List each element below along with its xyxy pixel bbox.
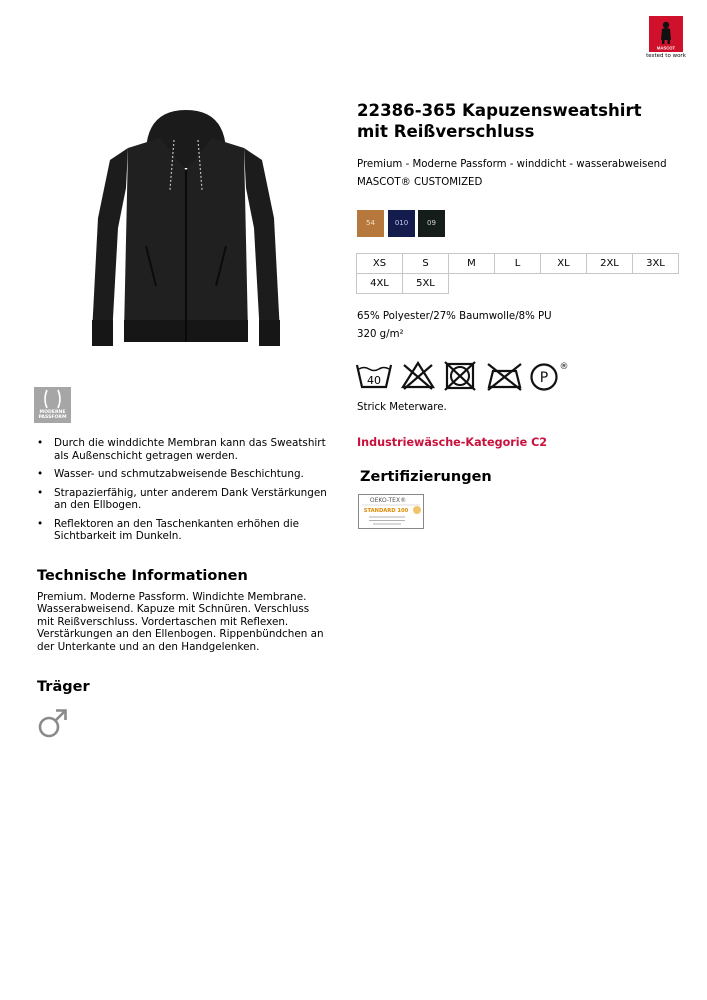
fit-badge-text [34,410,71,420]
wash-temp: 40 [367,374,381,387]
size-option[interactable]: 4XL [357,274,403,294]
size-option[interactable]: XL [541,254,587,274]
size-option[interactable]: 2XL [587,254,633,274]
feature-item: • Reflektoren an den Taschenkanten erhöhen die Sichtbarkeit im Dunkeln. [36,518,328,543]
size-option[interactable]: M [449,254,495,274]
fit-badge-line-1: MODERNE [39,409,66,415]
color-swatch-54[interactable]: 54 [357,210,384,237]
fit-badge-line-2: PASSFORM [38,414,67,420]
product-image [88,108,284,364]
fit-silhouette-icon [34,387,71,409]
male-symbol-icon [37,707,69,743]
svg-text:MASCOT: MASCOT [656,45,676,51]
color-swatch-09[interactable]: 09 [418,210,445,237]
modern-fit-badge [34,387,71,423]
product-title: 22386-365 Kapuzensweatshirt mit Reißverschluss [357,101,642,141]
oeko-tex-badge [358,494,424,529]
oeko-tex-standard: STANDARD 100 [363,508,409,514]
size-empty-cell [587,274,633,294]
brand-line: MASCOT® CUSTOMIZED [357,177,483,188]
size-empty-cell [495,274,541,294]
no-tumble-dry-icon [445,362,475,390]
size-empty-cell [541,274,587,294]
size-option[interactable]: 5XL [403,274,449,294]
technical-text: Premium. Moderne Passform. Windichte Membrane. Wasserabweisend. Kapuze mit Schnüren. Verschluss mit Reißverschluss. Vordertaschen mit Reflexen. Verstärkungen an den Ellenbogen. Rippenbündchen an der Unterkante und an den Handgelenken. [37,591,324,653]
color-swatch-010[interactable]: 010 [388,210,415,237]
oeko-tex-label: OEKO-TEX® [369,497,407,504]
no-iron-icon [488,364,521,390]
size-option[interactable]: L [495,254,541,274]
feature-item: • Durch die winddichte Membran kann das Sweatshirt als Außenschicht getragen werden. [36,437,328,462]
dry-clean-p-icon [532,362,569,390]
laundry-category: Industriewäsche-Kategorie C2 [357,436,548,449]
svg-text:P: P [539,370,549,386]
technical-heading: Technische Informationen [37,568,248,584]
no-bleach-icon [403,363,433,389]
feature-list [36,437,328,549]
fabric-weight: 320 g/m² [357,329,404,340]
hoodie-image [88,108,284,364]
wash-40-icon [357,365,391,387]
size-table [356,253,679,294]
logo-figure-icon [649,16,683,52]
material-composition: 65% Polyester/27% Baumwolle/8% PU [357,311,552,322]
mascot-logo [649,16,683,52]
wearer-heading: Träger [37,679,90,695]
certifications-heading: Zertifizierungen [360,469,492,485]
size-option[interactable]: 3XL [633,254,679,274]
product-subtitle: Premium - Moderne Passform - winddicht - wasserabweisend [357,159,667,170]
feature-item: • Strapazierfähig, unter anderem Dank Verstärkungen an den Ellbogen. [36,487,328,512]
care-note: Strick Meterware. [357,402,447,413]
size-empty-cell [449,274,495,294]
size-option[interactable]: S [403,254,449,274]
feature-item: • Wasser- und schmutzabweisende Beschichtung. [36,468,328,481]
logo-tagline: tested to work [646,53,686,59]
registered-mark: ® [559,362,569,372]
size-empty-cell [633,274,679,294]
size-option[interactable]: XS [357,254,403,274]
care-symbols [355,361,575,395]
